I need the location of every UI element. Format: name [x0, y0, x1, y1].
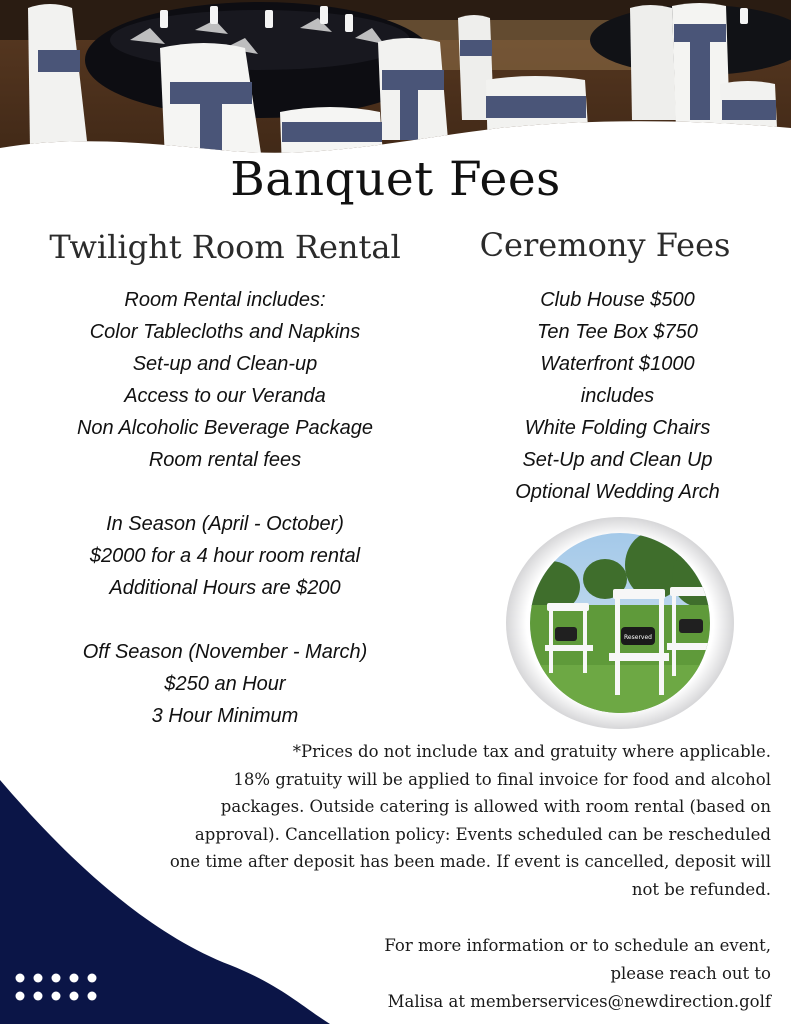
ceremony-line: Optional Wedding Arch — [515, 481, 720, 503]
ceremony-line: Club House $500 — [540, 289, 695, 311]
ceremony-line: Set-Up and Clean Up — [522, 449, 713, 471]
reserved-sign-label: Reserved — [624, 634, 652, 641]
contact-line: please reach out to — [610, 964, 771, 983]
twilight-line: Room rental fees — [148, 449, 302, 471]
twilight-line: $250 an Hour — [164, 673, 286, 695]
twilight-spacer — [20, 604, 430, 636]
decorative-dots — [14, 972, 114, 1004]
ceremony-heading: Ceremony Fees — [479, 226, 731, 264]
twilight-spacer — [20, 476, 430, 508]
twilight-details — [20, 284, 430, 732]
ceremony-line: includes — [580, 385, 655, 407]
ceremony-chairs-photo — [505, 515, 735, 730]
ceremony-line: Ten Tee Box $750 — [537, 321, 698, 343]
twilight-heading: Twilight Room Rental — [49, 228, 401, 266]
footnote-line: not be refunded. — [631, 879, 771, 899]
twilight-line: 3 Hour Minimum — [151, 705, 299, 727]
twilight-line: Access to our Veranda — [124, 385, 326, 407]
footnote-line: one time after deposit has been made. If event is cancelled, deposit will — [169, 852, 771, 871]
twilight-line: Room Rental includes: — [124, 289, 326, 311]
contact-info — [300, 932, 771, 1016]
footnote-line: 18% gratuity will be applied to final invoice for food and alcohol — [233, 769, 771, 789]
pricing-footnote — [95, 738, 771, 903]
page-title: Banquet Fees — [230, 152, 561, 207]
twilight-line: In Season (April - October) — [106, 513, 344, 535]
footnote-line: *Prices do not include tax and gratuity where applicable. — [292, 742, 771, 761]
twilight-line: Additional Hours are $200 — [109, 577, 341, 599]
twilight-line: Off Season (November - March) — [82, 641, 368, 663]
twilight-line: Color Tablecloths and Napkins — [89, 321, 361, 343]
ceremony-line: Waterfront $1000 — [540, 353, 695, 375]
twilight-line: $2000 for a 4 hour room rental — [89, 545, 361, 567]
contact-email-line: Malisa at memberservices@newdirection.golf — [387, 992, 771, 1011]
twilight-line: Set-up and Clean-up — [132, 353, 318, 375]
ceremony-line: White Folding Chairs — [524, 417, 711, 439]
ceremony-details — [470, 284, 765, 508]
twilight-line: Non Alcoholic Beverage Package — [76, 417, 374, 439]
footnote-line: approval). Cancellation policy: Events scheduled can be rescheduled — [194, 824, 771, 844]
footnote-line: packages. Outside catering is allowed with room rental (based on — [220, 797, 771, 816]
contact-line: For more information or to schedule an event, — [384, 936, 771, 955]
